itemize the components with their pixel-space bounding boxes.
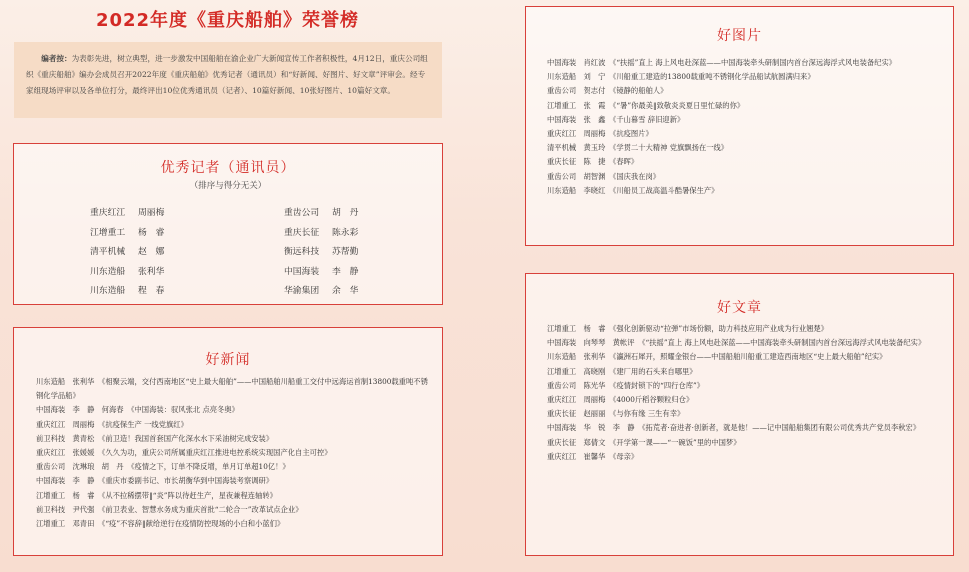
list-item: 中国海装 李 静 《重庆市委副书记、市长胡衡华到中国海装考察调研》 xyxy=(36,476,274,486)
reporter-name: 余 华 xyxy=(332,286,359,296)
editor-note-text: 为表彰先进，树立典型，进一步激发中国船舶在渝企业广大新闻宣传工作者积极性，4月12日，重庆公司组织《重庆船舶》编办会成员召开2022年度《重庆船舶》优秀记者（通讯员）和“好新闻、好图片、好文章”评审会。经专家组现场评审以及各单位打分，最终评出10位优秀通讯员（记者）、10篇好新闻、10张好图片、10篇好文章。 xyxy=(26,54,428,95)
reporters-left-column xyxy=(90,204,220,302)
page-title: 2022年度《重庆船舶》荣誉榜 xyxy=(95,10,360,31)
list-item: 重庆红江 周丽梅 《抗疫保生产 一线党旗红》 xyxy=(36,419,188,429)
list-item: 江增重工 张 霞 《“暑”你最美‖致敬炎炎夏日里忙碌的你》 xyxy=(547,100,745,110)
list-item: 重齿公司 沈琳琅 胡 丹 《疫情之下，订单不降反增，单月订单超10亿！》 xyxy=(36,462,290,472)
list-item: 江增重工 杨 睿 《从不拉稀摆带‖“炎”阵以待赶生产，星夜兼程连轴转》 xyxy=(36,490,277,500)
reporter-company: 川东造船 xyxy=(90,266,126,277)
list-item: 前卫科技 尹代强 《前卫表业、智慧水务成为重庆首批“二轮合一”改革试点企业》 xyxy=(36,504,303,514)
reporter-name: 杨 睿 xyxy=(138,227,165,238)
list-item: 中国海装 华 锐 李 静 《拓荒者·奋进者·创新者，就是他！——记中国船舶集团有限公司优秀共产党员李秋宏》 xyxy=(547,423,921,433)
reporter-entry xyxy=(284,224,414,244)
good-pictures-list xyxy=(547,56,942,198)
list-item: 江增重工 高晓刚 《建厂用的石头来自哪里》 xyxy=(547,366,697,376)
good-articles-panel xyxy=(525,273,954,556)
list-item: 中国海装 张 鑫 《千山暮雪 辞旧迎新》 xyxy=(547,114,685,124)
reporter-company: 华渝集团 xyxy=(284,286,320,296)
list-item: 川东造船 张利华 《瀛洲石犀开，照耀金银台——中国船舶川船重工建造西南地区“史上最大船舶”纪实》 xyxy=(547,352,887,362)
reporter-company: 重庆长征 xyxy=(284,227,320,238)
list-item: 重庆长征 陈 捷 《春晖》 xyxy=(547,157,639,167)
reporter-name: 程 春 xyxy=(138,286,165,296)
reporter-name: 赵 娜 xyxy=(138,247,165,257)
reporter-name: 胡 丹 xyxy=(332,208,359,218)
reporter-entry xyxy=(90,224,220,244)
reporter-company: 川东造船 xyxy=(90,286,126,296)
reporter-company: 清平机械 xyxy=(90,247,126,257)
list-item: 清平机械 黄玉玲 《学贯二十大精神 党旗飘扬在一线》 xyxy=(547,143,729,153)
list-item: 江增重工 杨 睿 《强化创新驱动“拉弹”市场份额，助力科技应用产业成为行业翘楚》 xyxy=(547,324,829,333)
reporter-entry xyxy=(284,263,414,283)
reporter-entry xyxy=(90,263,220,283)
list-item: 重庆长征 郑倩文 《开学第一课——“一碗饭”里的中国梦》 xyxy=(547,437,741,447)
outstanding-reporters-panel xyxy=(13,143,443,305)
list-item: 重齿公司 胡智渊 《国庆我在岗》 xyxy=(547,171,661,181)
reporter-company: 重庆红江 xyxy=(90,208,126,218)
list-item: 中国海装 向琴琴 黄帐评 《“扶摇”直上 海上风电赴深蓝——中国海装牵头研制国内首台深远海浮式风电装备纪实》 xyxy=(547,338,926,348)
good-pictures-panel xyxy=(525,6,954,246)
good-news-title: 好新闻 xyxy=(205,352,251,368)
reporter-name: 陈永彩 xyxy=(332,227,359,238)
reporter-entry xyxy=(284,204,414,224)
outstanding-reporters-title: 优秀记者（通讯员） xyxy=(160,160,296,176)
list-item: 江增重工 邓青田 《“疫”不容辞‖献给逆行在疫情防控现场的小白和小蓝们》 xyxy=(36,519,285,529)
reporter-entry xyxy=(90,282,220,302)
good-news-panel xyxy=(13,327,443,556)
list-item: 中国海装 李 静 何海春 《中国海装：驭风张北 点亮冬奥》 xyxy=(36,405,239,415)
reporter-entry xyxy=(284,243,414,263)
list-item: 川东造船 李晓红 《川船员工战高温斗酷暑保生产》 xyxy=(547,185,719,195)
outstanding-reporters-subtitle: （排序与得分无关） xyxy=(189,181,267,191)
reporter-entry xyxy=(284,282,414,302)
list-item: 重齿公司 贺志付 《镜静的船舶人》 xyxy=(547,86,668,96)
reporter-name: 苏帮勤 xyxy=(332,247,359,257)
good-articles-list xyxy=(547,322,942,464)
reporter-name: 李 静 xyxy=(332,266,359,277)
list-item: 中国海装 肖红波 《“扶摇”直上 海上风电赴深蓝——中国海装牵头研制国内首台深远海浮式风电装备纪实》 xyxy=(547,58,897,67)
list-item: 重庆红江 崔馨华 《母亲》 xyxy=(547,451,639,461)
list-item: 重庆红江 周丽梅 《抗疫图片》 xyxy=(547,129,653,139)
reporter-name: 周丽梅 xyxy=(138,208,165,218)
reporter-company: 重齿公司 xyxy=(284,208,320,218)
reporters-right-column xyxy=(284,204,414,302)
reporter-name: 张利华 xyxy=(138,266,165,277)
list-item: 前卫科技 黄青松 《前卫造！我国首套国产化深水水下采油树完成安装》 xyxy=(36,433,274,443)
list-item: 重齿公司 陈光华 《疫情封锁下的“四行仓库”》 xyxy=(547,380,705,390)
good-pictures-title: 好图片 xyxy=(717,28,762,44)
reporter-company: 中国海装 xyxy=(284,266,320,277)
reporter-company: 衡远科技 xyxy=(284,247,320,257)
editor-note xyxy=(14,42,442,118)
editor-note-label: 编者按： xyxy=(41,54,72,63)
reporter-company: 江增重工 xyxy=(90,227,126,238)
list-item: 重庆红江 张媛媛 《久久为功，重庆公司所属重庆红江推进电控系统实现国产化自主可控》 xyxy=(36,448,332,458)
reporter-entry xyxy=(90,243,220,263)
list-item: 重庆红江 周丽梅 《4000斤稻谷颗粒归仓》 xyxy=(547,395,694,405)
list-item: 重庆长征 赵丽丽 《与你有缘 三生有幸》 xyxy=(547,409,685,419)
list-item: 川东造船 张利华 《相聚云端，交付西南地区“史上最大船舶”——中国船舶川船重工交付中远海运首制13800载重吨不锈钢化学品船》 xyxy=(36,377,428,401)
reporter-entry xyxy=(90,204,220,224)
list-item: 川东造船 刘 宁 《川船重工建造的13800载重吨不锈钢化学品船试航圆满归来》 xyxy=(547,72,815,82)
good-news-list xyxy=(36,375,431,531)
good-articles-title: 好文章 xyxy=(717,300,762,316)
